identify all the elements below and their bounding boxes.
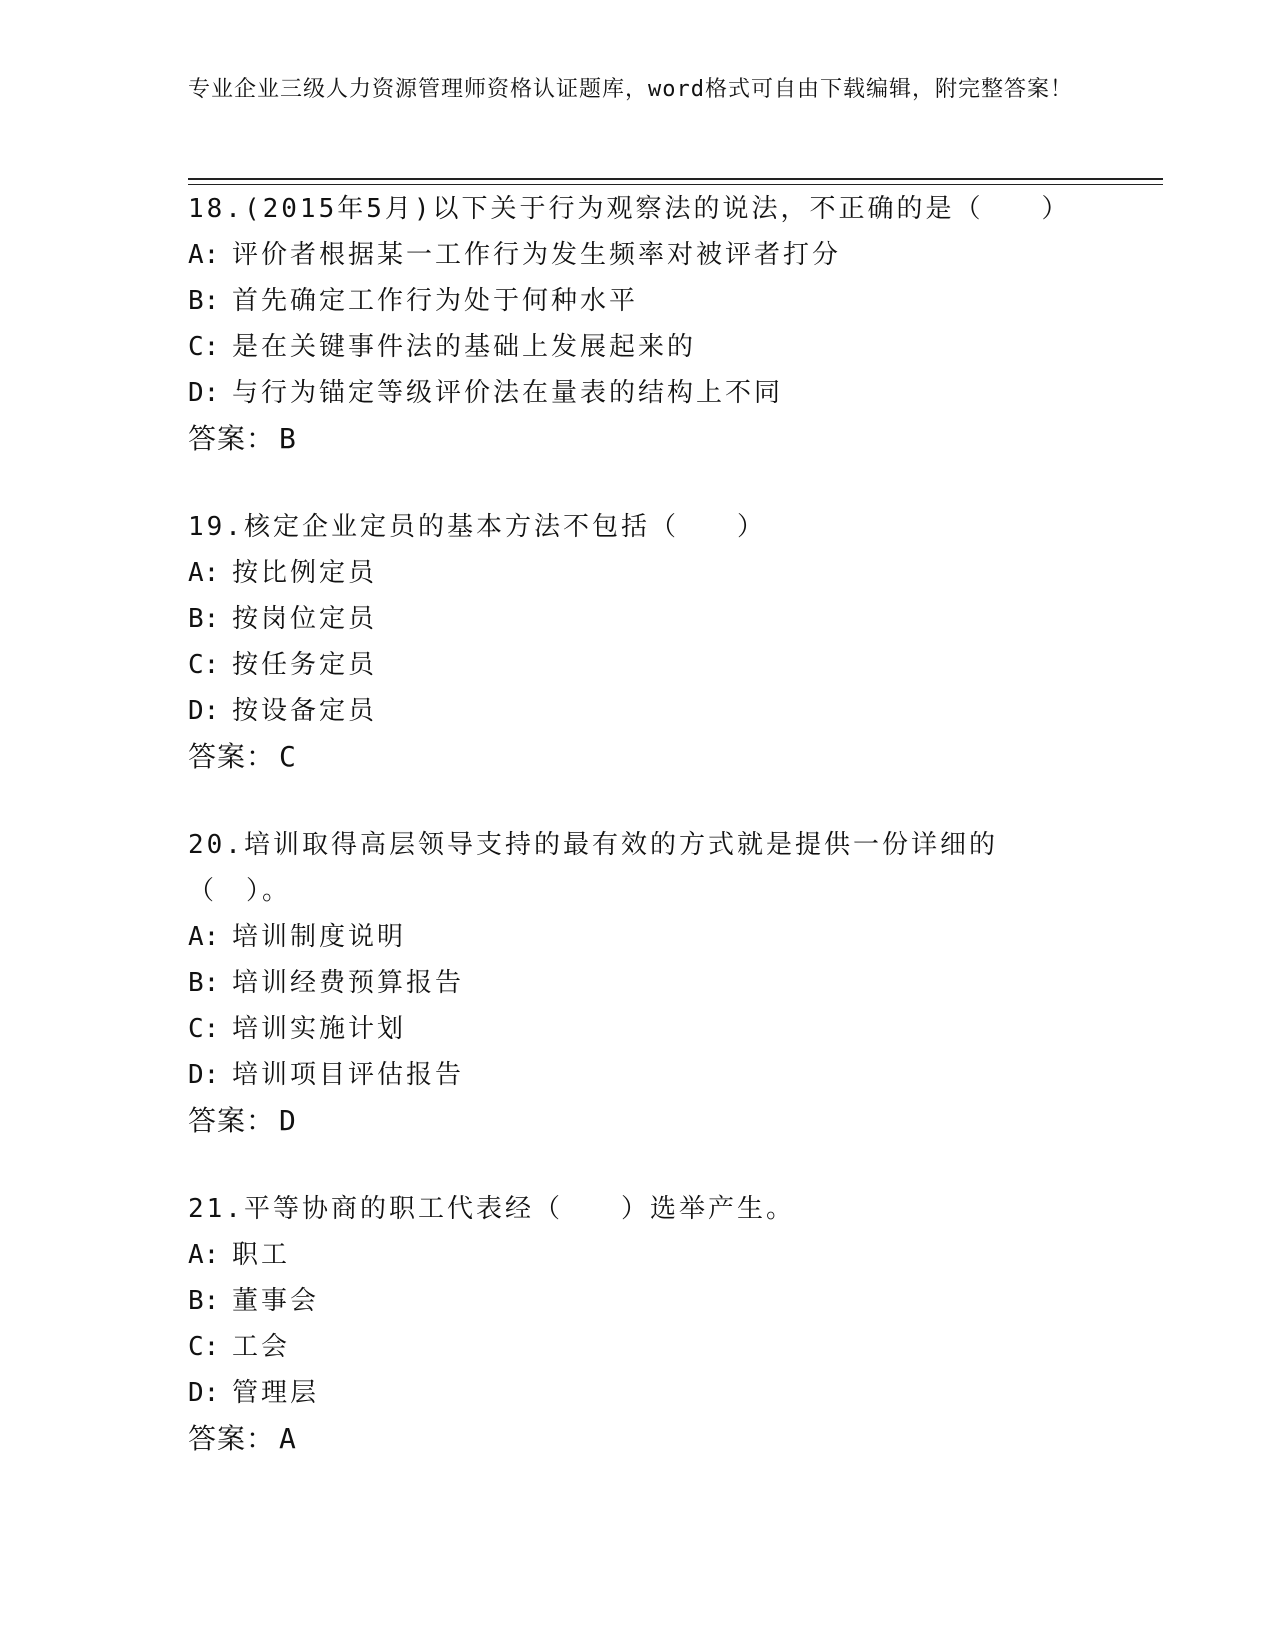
option-d xyxy=(188,1052,1088,1098)
option-label: D: xyxy=(188,378,220,408)
question-block xyxy=(188,186,1088,462)
option-label: B: xyxy=(188,286,220,316)
question-block xyxy=(188,1186,1088,1462)
option-label: A: xyxy=(188,922,220,952)
option-label: A: xyxy=(188,558,220,588)
option-text: 培训项目评估报告 xyxy=(232,1060,465,1090)
answer-label: 答案： xyxy=(188,1104,276,1137)
option-label: C: xyxy=(188,1014,220,1044)
option-c xyxy=(188,642,1088,688)
header-divider-thin xyxy=(188,184,1163,185)
option-label: B: xyxy=(188,604,220,634)
question-text: 19.核定企业定员的基本方法不包括（ ） xyxy=(188,512,766,542)
option-text: 是在关键事件法的基础上发展起来的 xyxy=(232,332,697,362)
option-label: B: xyxy=(188,968,220,998)
option-label: C: xyxy=(188,650,220,680)
document-header: 专业企业三级人力资源管理师资格认证题库，word格式可自由下载编辑，附完整答案！ xyxy=(188,77,1073,102)
question-block xyxy=(188,504,1088,780)
answer-label: 答案： xyxy=(188,1422,276,1455)
option-label: D: xyxy=(188,1378,220,1408)
question-block xyxy=(188,822,1088,1144)
option-b xyxy=(188,278,1088,324)
option-text: 职工 xyxy=(232,1240,291,1270)
option-text: 按岗位定员 xyxy=(232,604,378,634)
option-text: 评价者根据某一工作行为发生频率对被评者打分 xyxy=(232,240,842,270)
option-label: A: xyxy=(188,1240,220,1270)
option-d xyxy=(188,688,1088,734)
answer-value: B xyxy=(279,422,297,455)
option-a xyxy=(188,232,1088,278)
option-label: C: xyxy=(188,1332,220,1362)
option-text: 按设备定员 xyxy=(232,696,378,726)
option-a xyxy=(188,550,1088,596)
answer-line xyxy=(188,1098,1088,1144)
option-c xyxy=(188,1006,1088,1052)
option-text: 董事会 xyxy=(232,1286,320,1316)
option-d xyxy=(188,1370,1088,1416)
option-c xyxy=(188,324,1088,370)
answer-line xyxy=(188,734,1088,780)
question-text: 20.培训取得高层领导支持的最有效的方式就是提供一份详细的（ ）。 xyxy=(188,830,998,906)
option-a xyxy=(188,914,1088,960)
answer-line xyxy=(188,1416,1088,1462)
question-text: 21.平等协商的职工代表经（ ）选举产生。 xyxy=(188,1194,795,1224)
option-c xyxy=(188,1324,1088,1370)
answer-value: C xyxy=(279,740,297,773)
answer-value: A xyxy=(279,1422,297,1455)
option-b xyxy=(188,596,1088,642)
option-label: D: xyxy=(188,1060,220,1090)
option-text: 培训实施计划 xyxy=(232,1014,407,1044)
answer-label: 答案： xyxy=(188,422,276,455)
answer-label: 答案： xyxy=(188,740,276,773)
option-text: 培训制度说明 xyxy=(232,922,407,952)
answer-value: D xyxy=(279,1104,297,1137)
option-text: 管理层 xyxy=(232,1378,320,1408)
option-text: 按比例定员 xyxy=(232,558,378,588)
option-label: D: xyxy=(188,696,220,726)
option-text: 培训经费预算报告 xyxy=(232,968,465,998)
option-label: C: xyxy=(188,332,220,362)
option-text: 工会 xyxy=(232,1332,291,1362)
option-text: 与行为锚定等级评价法在量表的结构上不同 xyxy=(232,378,784,408)
option-b xyxy=(188,960,1088,1006)
option-label: B: xyxy=(188,1286,220,1316)
header-divider xyxy=(188,178,1163,180)
option-d xyxy=(188,370,1088,416)
question-text: 18.(2015年5月)以下关于行为观察法的说法，不正确的是（ ） xyxy=(188,194,1071,224)
answer-line xyxy=(188,416,1088,462)
option-text: 按任务定员 xyxy=(232,650,378,680)
option-text: 首先确定工作行为处于何种水平 xyxy=(232,286,639,316)
option-a xyxy=(188,1232,1088,1278)
option-label: A: xyxy=(188,240,220,270)
option-b xyxy=(188,1278,1088,1324)
